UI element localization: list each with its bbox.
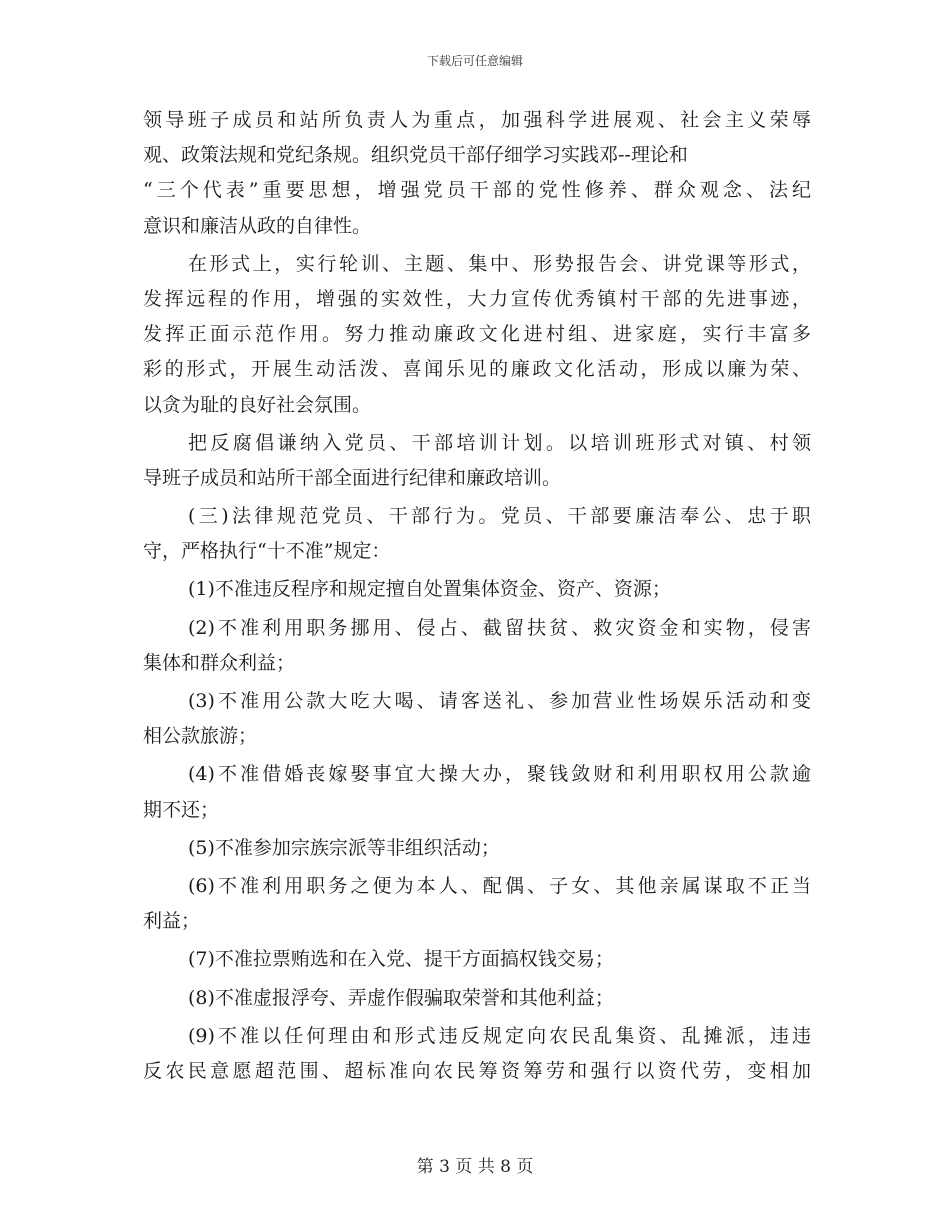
text-line: 发挥远程的作用，增强的实效性，大力宣传优秀镇村干部的先进事迹， — [143, 287, 811, 310]
text-line: (6)不准利用职务之便为本人、配偶、子女、其他亲属谋取不正当 — [188, 874, 811, 897]
text-line: 期不还； — [143, 798, 220, 821]
text-line: 相公款旅游； — [143, 725, 258, 748]
text-line: (三)法律规范党员、干部行为。党员、干部要廉洁奉公、忠于职 — [188, 505, 811, 528]
text-line: (8)不准虚报浮夸、弄虚作假骗取荣誉和其他利益； — [188, 986, 614, 1009]
text-line: 导班子成员和站所干部全面进行纪律和廉政培训。 — [143, 466, 562, 489]
text-line: 守，严格执行“十不准”规定： — [143, 540, 391, 563]
text-line: 利益； — [143, 910, 201, 933]
text-line: 彩的形式，开展生动活泼、喜闻乐见的廉政文化活动，形成以廉为荣、 — [143, 358, 811, 381]
page-header: 下载后可任意编辑 — [426, 54, 523, 68]
text-line: 把反腐倡谦纳入党员、干部培训计划。以培训班形式对镇、村领 — [188, 431, 811, 454]
text-line: (9)不准以任何理由和形式违反规定向农民乱集资、乱摊派，违违 — [188, 1024, 811, 1047]
text-line: (4)不准借婚丧嫁娶事宜大操大办，聚钱敛财和利用职权用公款逾 — [188, 763, 811, 786]
text-line: (1)不准违反程序和规定擅自处置集体资金、资产、资源； — [188, 578, 671, 601]
text-line: (3)不准用公款大吃大喝、请客送礼、参加营业性场娱乐活动和变 — [188, 690, 811, 712]
page-number-footer: 第 3 页 共 8 页 — [416, 1157, 534, 1177]
text-line: 意识和廉洁从政的自律性。 — [143, 214, 372, 237]
text-line: 反农民意愿超范围、超标准向农民筹资筹劳和强行以资代劳，变相加 — [143, 1059, 811, 1082]
text-line: (7)不准拉票贿选和在入党、提干方面搞权钱交易； — [188, 948, 614, 971]
text-line: 在形式上，实行轮训、主题、集中、形势报告会、讲党课等形式， — [188, 252, 811, 275]
document-body — [143, 103, 811, 1089]
text-line: 领导班子成员和站所负责人为重点，加强科学进展观、社会主义荣辱 — [143, 109, 811, 131]
text-line: “三个代表”重要思想，增强党员干部的党性修养、群众观念、法纪 — [143, 179, 811, 202]
text-line: 以贪为耻的良好社会氛围。 — [143, 393, 372, 416]
text-line: 发挥正面示范作用。努力推动廉政文化进村组、进家庭，实行丰富多 — [143, 323, 811, 346]
text-line: (2)不准利用职务挪用、侵占、截留扶贫、救灾资金和实物，侵害 — [188, 616, 811, 639]
text-line: 观、政策法规和党纪条规。组织党员干部仔细学习实践邓--理论和 — [143, 144, 688, 167]
text-line: 集体和群众利益； — [143, 651, 296, 674]
text-line: (5)不准参加宗族宗派等非组织活动； — [188, 836, 500, 859]
